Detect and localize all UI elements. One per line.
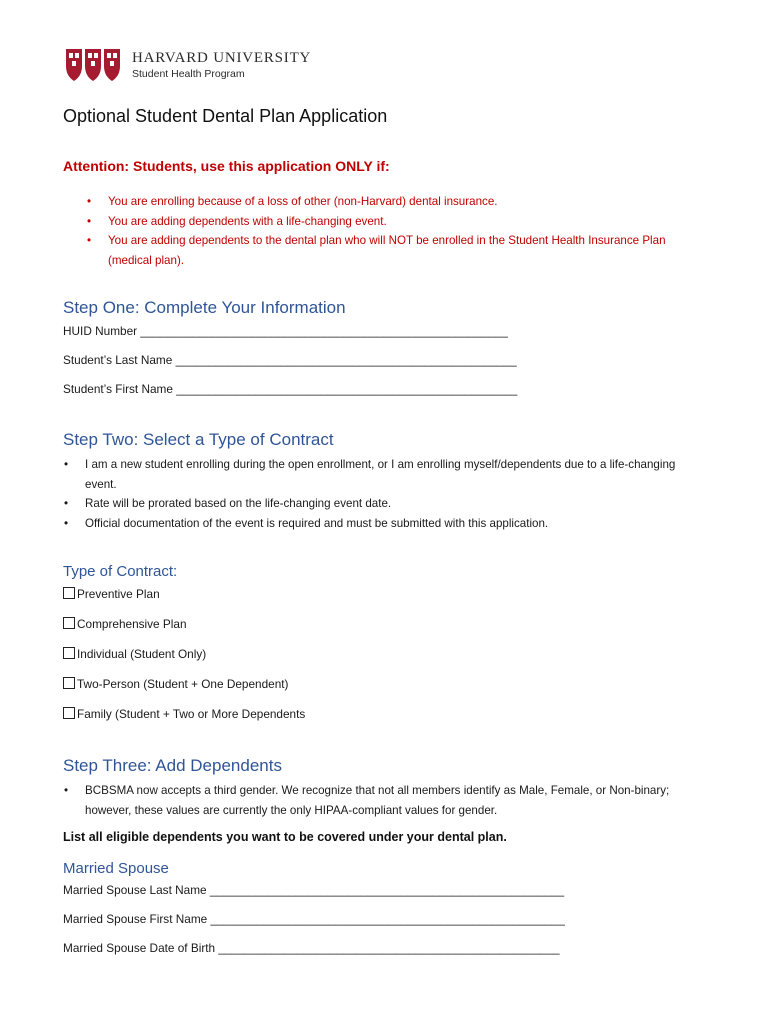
spouse-last-name-field[interactable]: Married Spouse Last Name ______________________________________________________ xyxy=(63,883,565,897)
list-item: • BCBSMA now accepts a third gender. We recognize that not all members identify as Male, Female, or Non-binary; however, these values are currently the only HIPAA-compliant values for gender. xyxy=(64,784,670,817)
step-two-list xyxy=(40,455,698,533)
last-name-field[interactable]: Student’s Last Name ____________________________________________________ xyxy=(63,353,517,367)
list-item: • You are adding dependents with a life-changing event. xyxy=(87,214,387,228)
individual-checkbox[interactable]: Individual (Student Only) xyxy=(63,647,206,661)
attention-list xyxy=(63,192,703,270)
step-one-heading: Step One: Complete Your Information xyxy=(63,298,346,317)
list-item: • Rate will be prorated based on the life-changing event date. xyxy=(64,497,392,510)
attention-heading: Attention: Students, use this application ONLY if: xyxy=(63,158,390,174)
list-item: • I am a new student enrolling during the open enrollment, or I am enrolling myself/dependents due to a life-changing event. xyxy=(64,458,676,491)
program-name: Student Health Program xyxy=(132,67,245,80)
step-two-heading: Step Two: Select a Type of Contract xyxy=(63,430,334,449)
spouse-first-name-field[interactable]: Married Spouse First Name ______________________________________________________ xyxy=(63,912,565,926)
huid-field[interactable]: HUID Number ________________________________________________________ xyxy=(63,324,508,338)
family-checkbox[interactable]: Family (Student + Two or More Dependents xyxy=(63,707,305,721)
page-title: Optional Student Dental Plan Application xyxy=(63,106,388,126)
dependents-instruction: List all eligible dependents you want to be covered under your dental plan. xyxy=(63,830,507,844)
harvard-shields-icon xyxy=(64,46,124,84)
list-item: • Official documentation of the event is required and must be submitted with this application. xyxy=(64,516,549,530)
spouse-dob-field[interactable]: Married Spouse Date of Birth ____________________________________________________ xyxy=(63,941,560,955)
two-person-checkbox[interactable]: Two-Person (Student + One Dependent) xyxy=(63,677,289,691)
comprehensive-plan-checkbox[interactable]: Comprehensive Plan xyxy=(63,617,187,631)
contract-heading: Type of Contract: xyxy=(63,563,178,580)
spouse-heading: Married Spouse xyxy=(63,860,169,877)
step-three-heading: Step Three: Add Dependents xyxy=(63,756,282,775)
step-three-list xyxy=(40,781,698,820)
preventive-plan-checkbox[interactable]: Preventive Plan xyxy=(63,587,160,601)
list-item: • You are adding dependents to the dental plan who will NOT be enrolled in the Student Health Insurance Plan (medical plan). xyxy=(87,234,666,267)
harvard-logo xyxy=(64,44,314,86)
org-name: HARVARD UNIVERSITY xyxy=(132,49,312,66)
first-name-field[interactable]: Student’s First Name ____________________________________________________ xyxy=(63,382,518,396)
list-item: • You are enrolling because of a loss of other (non-Harvard) dental insurance. xyxy=(87,195,498,208)
